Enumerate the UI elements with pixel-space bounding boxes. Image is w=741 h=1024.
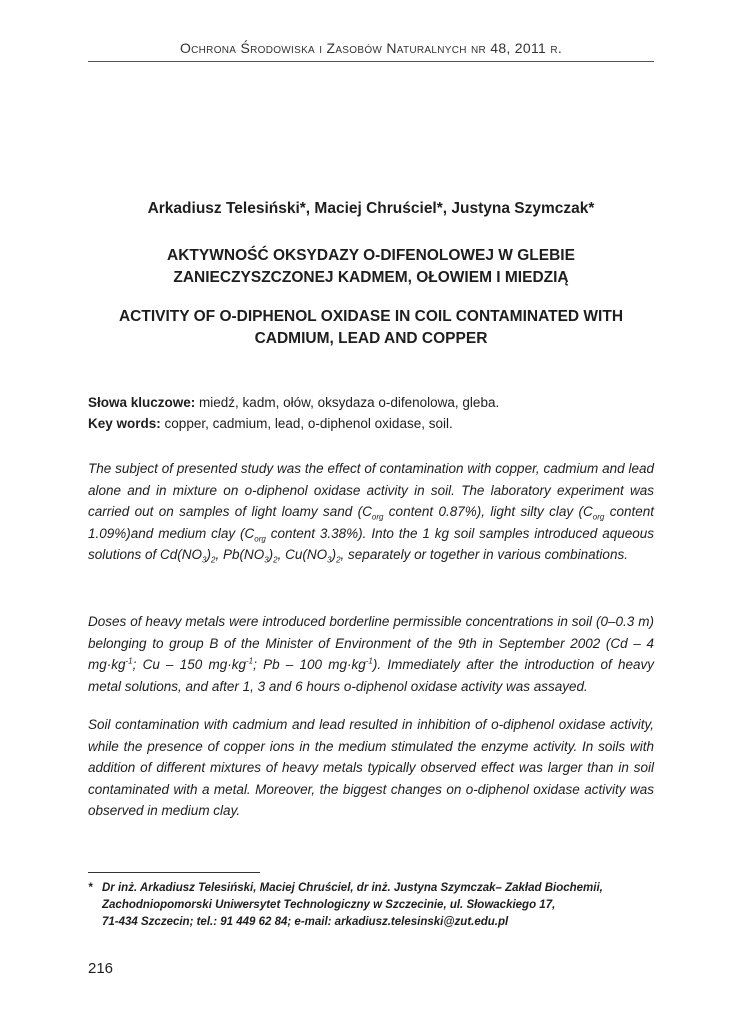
abstract-paragraph-2: [88, 611, 654, 697]
title-english: [88, 306, 654, 350]
superscript: -1: [246, 656, 254, 666]
issue-suffix: r.: [550, 40, 563, 56]
authors: Arkadiusz Telesiński*, Maciej Chruściel*, Justyna Szymczak*: [147, 200, 595, 217]
abstract-paragraph-3: Soil contamination with cadmium and lead resulted in inhibition of o-diphenol oxidase activity, while the presence of copper ions in the medium stimulated the enzyme activity. In soils with addition of different mixtures of heavy metals typically observed effect was larger than in soil contaminated with a metal. Moreover, the biggest changes on o-diphenol oxidase activity was observed in medium clay.: [88, 717, 654, 819]
text-run: Doses of heavy metals were introduced borderline permissible concentrations in soil (0–0.3 m) belonging to group B of the Minister of Environment of the 9th in September 2002 (Cd – 4 mg·kg: [88, 614, 654, 673]
title-polish-line-1: AKTYWNOŚĆ OKSYDAZY O-DIFENOLOWEJ W GLEBIE: [167, 247, 575, 264]
keywords-english-value: copper, cadmium, lead, o-diphenol oxidase, soil.: [164, 416, 453, 431]
author-affiliation-footnote: [88, 880, 654, 931]
issue-prefix: nr: [471, 40, 487, 56]
subscript: org: [371, 512, 384, 522]
footnote-line-2: Zachodniopomorski Uniwersytet Technologiczny w Szczecinie, ul. Słowackiego 17,: [102, 899, 556, 911]
footnote-line-1: Dr inż. Arkadiusz Telesiński, Maciej Chruściel, dr inż. Justyna Szymczak– Zakład Biochemii,: [102, 882, 603, 894]
text-run: ; Pb – 100 mg·kg: [253, 657, 366, 673]
text-run: ). Immediately after the introduction of heavy metal solutions, and after 1, 3 and 6 hours o-diphenol oxidase activity was assayed.: [88, 657, 654, 694]
text-run: ): [331, 547, 337, 563]
text-run: ): [206, 547, 211, 563]
keywords-english: [88, 416, 654, 431]
header-rule: [88, 61, 654, 62]
subscript: 3: [327, 556, 332, 566]
superscript: -1: [125, 656, 133, 666]
issue-number: 48, 2011: [490, 40, 547, 56]
keywords-polish: [88, 395, 654, 410]
journal-name: Ochrona Środowiska i Zasobów Naturalnych: [179, 40, 467, 56]
text-run: content 0.87%), light silty clay (C: [383, 504, 593, 520]
text-run: ; Cu – 150 mg·kg: [132, 657, 247, 673]
subscript: org: [592, 512, 605, 522]
title-english-line-2: CADMIUM, LEAD AND COPPER: [254, 330, 488, 347]
abstract-paragraph-1: [88, 458, 654, 566]
keywords-polish-label: Słowa kluczowe:: [88, 395, 196, 410]
text-run: content 1.09%)and medium clay (C: [88, 504, 654, 541]
title-polish-line-2: ZANIECZYSZCZONEJ KADMEM, OŁOWIEM I MIEDZIĄ: [173, 269, 569, 286]
title-english-line-1: ACTIVITY OF O-DIPHENOL OXIDASE IN COIL CONTAMINATED WITH: [118, 308, 624, 325]
keywords-polish-value: miedź, kadm, ołów, oksydaza o-difenolowa, gleba.: [199, 395, 500, 410]
text-run: content 3.38%). Into the 1 kg soil samples introduced aqueous solutions of Cd(NO: [88, 525, 655, 563]
subscript: org: [254, 534, 266, 544]
superscript: -1: [365, 656, 373, 666]
text-run: , separately or together in various combinations.: [340, 547, 628, 563]
footnote-rule: [88, 872, 260, 873]
keywords-english-label: Key words:: [88, 416, 161, 431]
text-run: ): [268, 547, 274, 563]
text-run: , Pb(NO: [215, 547, 265, 563]
subscript: 2: [211, 556, 216, 566]
subscript: 3: [264, 556, 269, 566]
text-run: , Cu(NO: [277, 547, 328, 563]
page-number: 216: [88, 960, 114, 977]
subscript: 3: [202, 556, 207, 566]
running-header: [88, 40, 654, 56]
text-run: The subject of presented study was the effect of contamination with copper, cadmium and lead alone and in mixture on o-diphenol oxidase activity in soil. The laboratory experiment was carried out on samples of light loamy sand (C: [88, 461, 654, 520]
subscript: 2: [273, 556, 278, 566]
footnote-line-3: 71-434 Szczecin; tel.: 91 449 62 84; e-mail: arkadiusz.telesinski@zut.edu.pl: [102, 916, 509, 928]
footnote-marker: *: [88, 882, 93, 894]
title-polish: [88, 245, 654, 289]
subscript: 2: [336, 556, 341, 566]
